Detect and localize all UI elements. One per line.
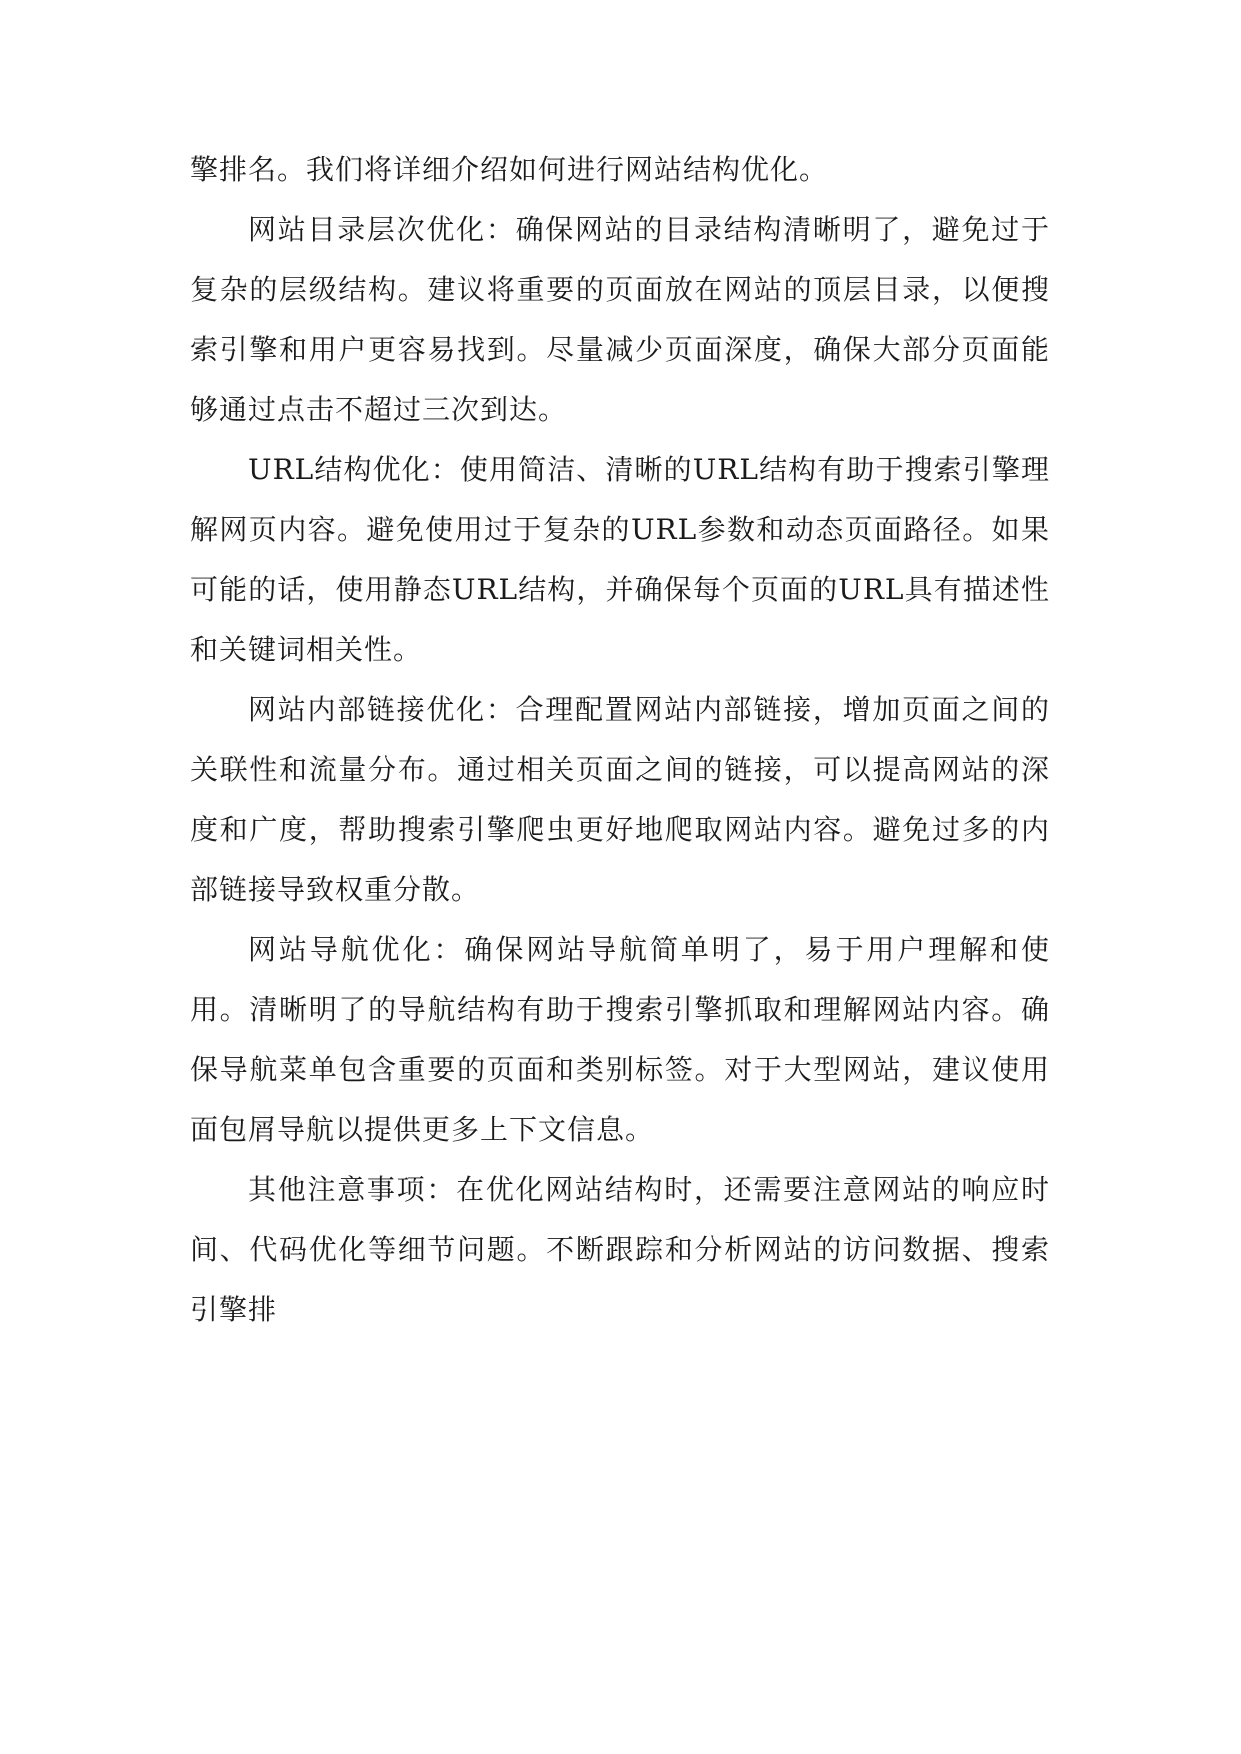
paragraph: 网站导航优化：确保网站导航简单明了，易于用户理解和使用。清晰明了的导航结构有助于搜索引擎抓取和理解网站内容。确保导航菜单包含重要的页面和类别标签。对于大型网站，建议使用面包屑导航以提供更多上下文信息。 <box>190 933 1050 1146</box>
paragraph: 擎排名。我们将详细介绍如何进行网站结构优化。 <box>190 153 829 186</box>
paragraph: 网站目录层次优化：确保网站的目录结构清晰明了，避免过于复杂的层级结构。建议将重要的页面放在网站的顶层目录，以便搜索引擎和用户更容易找到。尽量减少页面深度，确保大部分页面能够通过点击不超过三次到达。 <box>190 213 1050 426</box>
document-body <box>190 140 1050 1340</box>
paragraph: URL结构优化：使用简洁、清晰的URL结构有助于搜索引擎理解网页内容。避免使用过于复杂的URL参数和动态页面路径。如果可能的话，使用静态URL结构，并确保每个页面的URL具有描述性和关键词相关性。 <box>190 453 1050 666</box>
paragraph: 网站内部链接优化：合理配置网站内部链接，增加页面之间的关联性和流量分布。通过相关页面之间的链接，可以提高网站的深度和广度，帮助搜索引擎爬虫更好地爬取网站内容。避免过多的内部链接导致权重分散。 <box>190 693 1050 906</box>
paragraph: 其他注意事项：在优化网站结构时，还需要注意网站的响应时间、代码优化等细节问题。不断跟踪和分析网站的访问数据、搜索引擎排 <box>190 1173 1050 1326</box>
